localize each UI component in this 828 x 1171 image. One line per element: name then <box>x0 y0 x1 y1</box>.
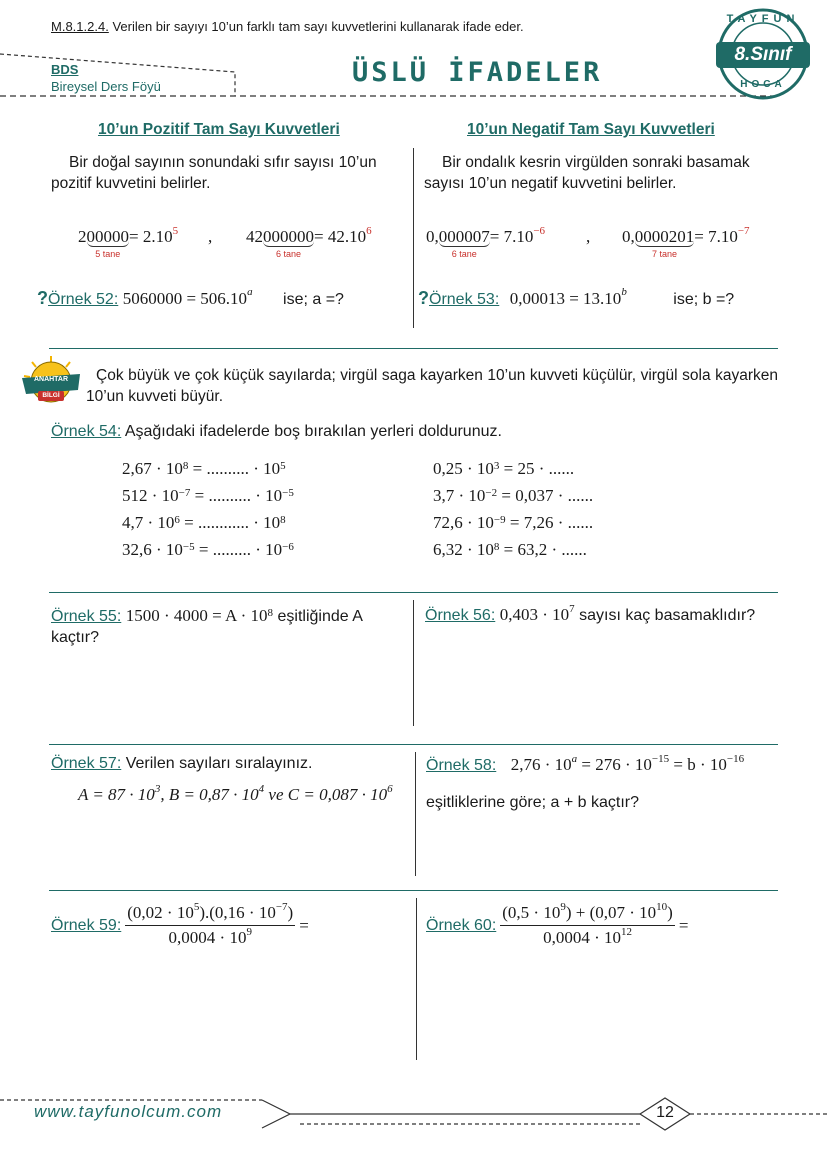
ex60-n3: ) <box>667 903 673 922</box>
objective-text: Verilen bir sayıyı 10’un farklı tam sayı kuvvetlerini kullanarak ifade eder. <box>112 19 524 34</box>
ex54-left-row <box>122 455 294 482</box>
ex57-ce: 6 <box>387 783 393 795</box>
stamp-top-text: TAYFUN <box>726 13 800 25</box>
pos-ex2-note: 6 tane <box>275 249 302 259</box>
ex54-l1-ae: −7 <box>178 487 191 499</box>
ex59-n2e: −7 <box>275 901 288 913</box>
ex54-r1-a: 3,7 · 10 <box>433 486 486 505</box>
example-57-header <box>51 755 312 773</box>
example-54-header <box>51 423 502 441</box>
ex58-ce: −16 <box>726 753 745 765</box>
ex58-label: Örnek 58: <box>426 757 497 774</box>
key-info-text: Çok büyük ve çok küçük sayılarda; virgül saga kayarken 10’un kuvveti küçülür, virgül sola kayarken 10’un kuvveti büyür. <box>86 367 778 405</box>
pos-ex2-lead: 42 <box>246 227 263 246</box>
example-56 <box>425 605 755 625</box>
ex55-exp: 8 <box>267 607 274 619</box>
ex60-denominator <box>543 926 632 948</box>
bds-label: BDS <box>51 62 79 77</box>
footer-website[interactable]: www.tayfunolcum.com <box>34 1102 223 1121</box>
neg-ex1-lead: 0, <box>426 227 439 246</box>
key-info-badge <box>18 354 84 408</box>
ex53-label: Örnek 53: <box>429 291 500 308</box>
ex54-l1-be: −5 <box>282 487 294 499</box>
ex53-expr-text: 0,00013 = 13.10 <box>509 289 622 308</box>
pos-ex2-exp: 6 <box>366 225 372 237</box>
ex59-denominator <box>169 926 252 948</box>
example-52 <box>37 288 344 309</box>
ex59-d: 0,0004 · 10 <box>168 928 247 947</box>
ex59-equals: = <box>299 915 309 935</box>
ex56-text: sayısı kaç basamaklıdır? <box>579 607 756 624</box>
negative-text: Bir ondalık kesrin virgülden sonraki basamak sayısı 10’un negatif kuvvetini belirler. <box>424 154 750 192</box>
neg-ex1-braced: 000007 <box>438 227 490 246</box>
ex54-l3-a: 32,6 · 10 <box>122 540 183 559</box>
ex53-tail: ise; b =? <box>673 291 735 308</box>
ex54-left-row <box>122 536 294 563</box>
ex54-text: Aşağıdaki ifadelerde boş bırakılan yerleri doldurunuz. <box>124 423 502 440</box>
badge-bottom-text: BİLGİ <box>42 392 60 399</box>
objective <box>51 16 524 37</box>
ex52-exp: a <box>247 286 253 298</box>
negative-comma: , <box>586 227 591 246</box>
ex59-label: Örnek 59: <box>51 916 122 934</box>
ex54-label: Örnek 54: <box>51 423 122 440</box>
tayfun-hoca-stamp <box>708 5 818 103</box>
column-divider-57-58 <box>415 752 416 876</box>
ex57-expr <box>78 785 393 805</box>
ex54-right-row <box>433 536 593 563</box>
example-59 <box>51 903 309 948</box>
ex60-fraction <box>500 903 675 948</box>
top-column-divider <box>413 148 414 328</box>
ex60-d: 0,0004 · 10 <box>543 928 622 947</box>
ex58-text: eşitliklerine göre; a + b kaçtır? <box>426 794 639 811</box>
ex54-l2-ae: 6 <box>174 514 180 526</box>
neg-ex2-braced: 0000201 <box>634 227 695 246</box>
ex54-l2-a: 4,7 · 10 <box>122 513 175 532</box>
ex60-n2: ) + (0,07 · 10 <box>565 903 657 922</box>
positive-text: Bir doğal sayının sonundaki sıfır sayısı 10’un pozitif kuvvetini belirler. <box>51 154 377 192</box>
ex54-l3-be: −6 <box>282 541 294 553</box>
ex60-label: Örnek 60: <box>426 916 497 934</box>
stamp-bottom-text: HOCA <box>740 79 786 90</box>
ex59-n2: ).(0,16 · 10 <box>199 903 276 922</box>
ex54-l0-b: = .......... · 10 <box>188 459 281 478</box>
ex52-label: Örnek 52: <box>48 291 119 308</box>
ex52-tail: ise; a =? <box>283 291 344 308</box>
ex55-text: eşitliğinde A kaçtır? <box>51 608 362 646</box>
objective-code: M.8.1.2.4. <box>51 19 109 34</box>
ex54-l2-be: 8 <box>280 514 286 526</box>
ex57-text: Verilen sayıları sıralayınız. <box>125 755 313 772</box>
ex58-be: −15 <box>651 753 670 765</box>
ex53-expr <box>509 286 627 308</box>
example-53 <box>418 288 734 309</box>
badge-top-text: ANAHTAR <box>33 376 69 383</box>
example-58-header <box>426 755 744 775</box>
divider-2 <box>49 592 778 593</box>
ex54-right-list <box>433 455 593 563</box>
pos-ex1-note: 5 tane <box>95 249 121 259</box>
divider-3 <box>49 744 778 745</box>
question-icon: ? <box>37 288 48 308</box>
neg-ex2-rhs: = 7.10 <box>694 227 738 246</box>
ex54-l2-b: = ............ · 10 <box>179 513 281 532</box>
ex59-fraction <box>125 903 295 948</box>
ex54-left-row <box>122 509 294 536</box>
ex54-l3-ae: −5 <box>182 541 195 553</box>
positive-example-1 <box>78 225 179 259</box>
ex54-l0-ae: 8 <box>182 460 189 472</box>
negative-example-1 <box>426 225 546 259</box>
ex56-exp: 7 <box>569 603 575 615</box>
bds-full-label: Bireysel Ders Föyü <box>51 79 161 94</box>
ex52-expr-text: 5060000 = 506.10 <box>122 289 248 308</box>
ex54-r3-ae: 8 <box>493 541 500 553</box>
neg-ex2-exp: −7 <box>737 225 750 237</box>
ex54-r0-b: = 25 · ...... <box>499 459 575 478</box>
column-divider-59-60 <box>416 898 417 1060</box>
ex54-r2-ae: −9 <box>493 514 506 526</box>
neg-ex1-rhs: = 7.10 <box>489 227 534 246</box>
neg-ex2-note: 7 tane <box>651 249 678 259</box>
ex54-r3-a: 6,32 · 10 <box>433 540 494 559</box>
example-55 <box>51 605 401 648</box>
pos-ex1-exp: 5 <box>172 225 179 237</box>
ex54-l1-b: = .......... · 10 <box>190 486 283 505</box>
column-divider-55-56 <box>413 600 414 726</box>
ex54-left-row <box>122 482 294 509</box>
ex59-numerator <box>125 903 295 926</box>
neg-ex2-lead: 0, <box>622 227 635 246</box>
pos-ex2-braced: 000000 <box>263 227 314 246</box>
ex58-expr <box>511 755 744 774</box>
ex60-n1e: 9 <box>560 901 566 913</box>
neg-ex1-exp: −6 <box>533 225 546 237</box>
stamp-middle-text: 8.Sınıf <box>734 44 792 65</box>
ex59-n1e: 5 <box>193 901 200 913</box>
ex54-r1-ae: −2 <box>485 487 498 499</box>
ex57-label: Örnek 57: <box>51 755 122 772</box>
question-icon: ? <box>418 288 429 308</box>
ex54-r2-b: = 7,26 · ...... <box>505 513 594 532</box>
ex55-expr <box>126 606 273 625</box>
ex54-right-row <box>433 455 593 482</box>
neg-ex1-note: 6 tane <box>451 249 477 259</box>
ex55-label: Örnek 55: <box>51 608 122 625</box>
ex59-n3: ) <box>287 903 294 922</box>
ex57-ae: 3 <box>154 783 161 795</box>
ex60-n1: (0,5 · 10 <box>502 903 561 922</box>
ex56-expr-text: 0,403 · 10 <box>499 605 570 624</box>
ex54-l3-b: = ......... · 10 <box>194 540 283 559</box>
ex54-l1-a: 512 · 10 <box>122 486 179 505</box>
ex57-c: ve C = 0,087 · 10 <box>264 785 388 804</box>
ex54-r0-ae: 3 <box>493 460 500 472</box>
ex55-expr-text: 1500 · 4000 = A · 10 <box>125 606 268 625</box>
page-title: ÜSLÜ İFADELER <box>352 57 603 88</box>
ex57-be: 4 <box>258 783 265 795</box>
pos-ex1-lead: 2 <box>78 227 87 246</box>
negative-heading: 10’un Negatif Tam Sayı Kuvvetleri <box>467 121 715 138</box>
positive-heading: 10’un Pozitif Tam Sayı Kuvvetleri <box>98 121 340 138</box>
positive-example-2 <box>246 225 372 259</box>
divider-1 <box>49 348 778 349</box>
ex58-c: = b · 10 <box>669 755 727 774</box>
ex56-label: Örnek 56: <box>425 607 496 624</box>
ex54-r1-b: = 0,037 · ...... <box>497 486 594 505</box>
ex60-n2e: 10 <box>656 901 668 913</box>
ex54-left-list <box>122 455 294 563</box>
ex54-r3-b: = 63,2 · ...... <box>499 540 587 559</box>
ex59-n1: (0,02 · 10 <box>127 903 194 922</box>
ex54-l0-be: 5 <box>280 460 286 472</box>
page-number: 12 <box>656 1104 674 1121</box>
ex60-de: 12 <box>621 926 633 938</box>
ex58-b: = 276 · 10 <box>577 755 652 774</box>
ex52-expr <box>122 286 253 308</box>
divider-4 <box>49 890 778 891</box>
example-60 <box>426 903 688 948</box>
pos-ex1-rhs: = 2.10 <box>129 227 173 246</box>
pos-ex2-rhs: = 42.10 <box>314 227 367 246</box>
ex59-de: 9 <box>246 926 252 938</box>
ex54-right-row <box>433 482 593 509</box>
ex57-a: A = 87 · 10 <box>78 785 155 804</box>
ex60-numerator <box>500 903 675 926</box>
pos-ex1-braced: 00000 <box>86 227 129 246</box>
ex57-b: , B = 0,87 · 10 <box>160 785 259 804</box>
ex58-a: 2,76 · 10 <box>510 755 572 774</box>
ex53-exp: b <box>621 286 627 298</box>
positive-comma: , <box>208 227 213 246</box>
ex54-right-row <box>433 509 593 536</box>
ex54-l0-a: 2,67 · 10 <box>122 459 183 478</box>
ex58-ae: a <box>571 753 578 765</box>
ex54-r2-a: 72,6 · 10 <box>433 513 494 532</box>
negative-example-2 <box>622 225 750 259</box>
ex60-equals: = <box>678 915 689 935</box>
ex54-r0-a: 0,25 · 10 <box>433 459 494 478</box>
ex56-expr <box>500 605 575 624</box>
